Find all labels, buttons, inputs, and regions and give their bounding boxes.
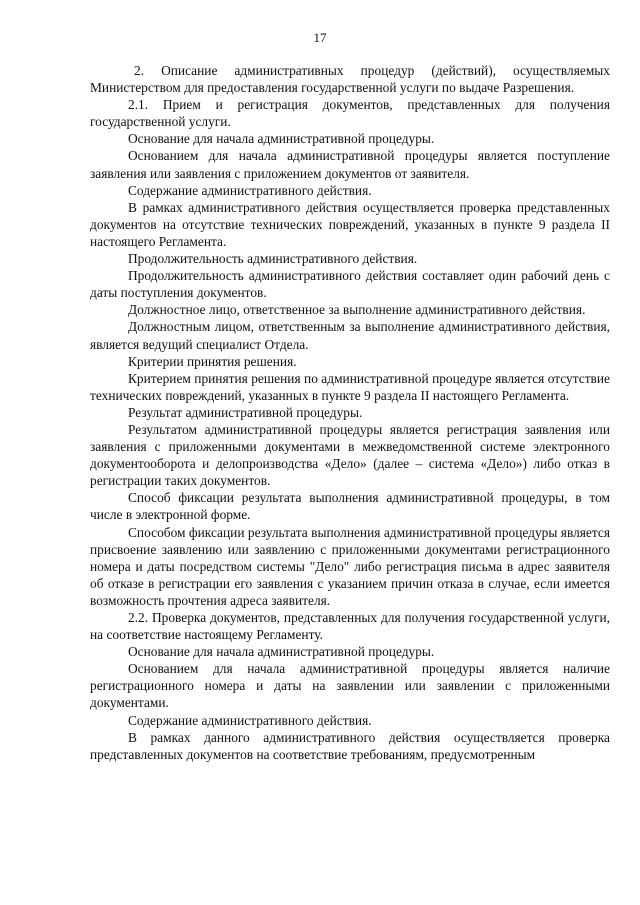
document-body bbox=[90, 62, 610, 763]
paragraph: Содержание административного действия. bbox=[128, 712, 372, 728]
paragraph: В рамках данного административного действия осуществляется проверка представленных документов на соответствие требованиям, предусмотренным bbox=[90, 729, 610, 762]
paragraph: Критерии принятия решения. bbox=[128, 353, 297, 369]
section-heading: 2. Описание административных процедур (действий), осуществляемых Министерством для предоставления государственной услуги по выдаче Разрешения. bbox=[90, 63, 610, 96]
paragraph: Продолжительность административного действия. bbox=[128, 251, 418, 267]
paragraph: В рамках административного действия осуществляется проверка представленных документов на отсутствие технических повреждений, указанных в пункте 9 раздела II настоящего Регламента. bbox=[90, 199, 610, 249]
paragraph: Содержание административного действия. bbox=[128, 182, 372, 198]
subsection-heading: 2.2. Проверка документов, представленных для получения государственной услуги, на соответствие настоящему Регламенту. bbox=[90, 610, 610, 643]
paragraph: Основание для начала административной процедуры. bbox=[128, 131, 435, 147]
paragraph: Основанием для начала административной процедуры является наличие регистрационного номера и даты на заявлении или заявлении с приложенными документами. bbox=[90, 661, 610, 711]
paragraph: Основанием для начала административной процедуры является поступление заявления или заявления с приложением документов от заявителя. bbox=[90, 148, 610, 181]
paragraph: Способ фиксации результата выполнения административной процедуры, в том числе в электронной форме. bbox=[90, 490, 610, 523]
paragraph: Основание для начала административной процедуры. bbox=[128, 644, 435, 660]
paragraph: Должностным лицом, ответственным за выполнение административного действия, является ведущий специалист Отдела. bbox=[90, 319, 610, 352]
paragraph: Способом фиксации результата выполнения административной процедуры является присвоение заявлению или заявлению с приложенными документами регистрационного номера и даты посредством системы "Дело" либо регистрация письма в адрес заявителя об отказе в регистрации его заявления с указанием причин отказа в случае, если имеется возможность прочтения адреса заявителя. bbox=[90, 524, 610, 608]
paragraph: Результат административной процедуры. bbox=[128, 404, 363, 420]
paragraph: Результатом административной процедуры является регистрация заявления или заявления с приложенными документами в межведомственной системе электронного документооборота и делопроизводства «Дело» (далее – система «Дело») либо отказ в регистрации таких документов. bbox=[90, 421, 610, 489]
paragraph: Продолжительность административного действия составляет один рабочий день с даты поступления документов. bbox=[90, 268, 610, 301]
subsection-heading: 2.1. Прием и регистрация документов, представленных для получения государственной услуги. bbox=[90, 97, 610, 130]
paragraph: Должностное лицо, ответственное за выполнение административного действия. bbox=[128, 302, 586, 318]
paragraph: Критерием принятия решения по административной процедуре является отсутствие технических повреждений, указанных в пункте 9 раздела II настоящего Регламента. bbox=[90, 370, 610, 403]
page-number: 17 bbox=[313, 30, 327, 45]
